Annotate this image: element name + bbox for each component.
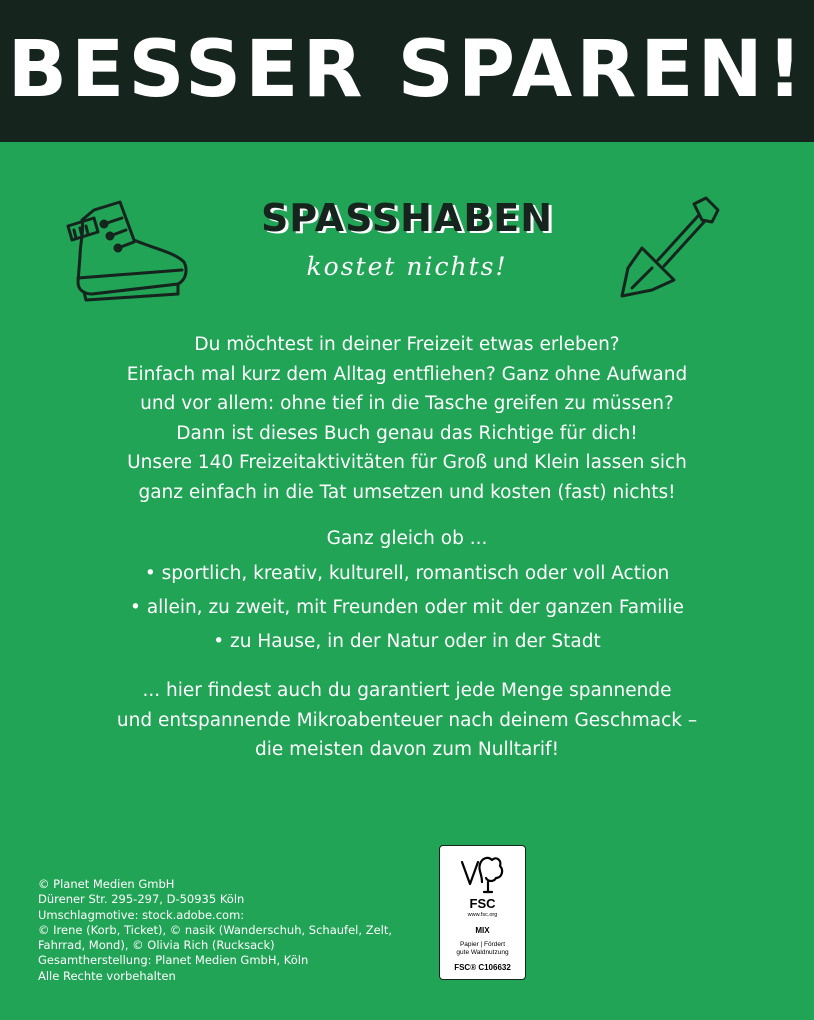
fsc-mix: MIX: [475, 926, 490, 935]
fsc-name: FSC: [469, 896, 496, 911]
imprint: [38, 877, 398, 984]
bullet-list: [60, 557, 754, 659]
intro-paragraph: [60, 330, 754, 507]
list-item: • zu Hause, in der Natur oder in der Stadt: [213, 631, 601, 652]
fsc-label: [439, 845, 526, 980]
imprint-line: Umschlagmotive: stock.adobe.com:: [38, 907, 245, 922]
fsc-tree-icon: [458, 852, 508, 896]
closing-line: ... hier findest auch du garantiert jede Menge spannende: [142, 680, 672, 701]
fsc-paper-line: gute Waldnutzung: [456, 948, 509, 956]
list-item: • allein, zu zweit, mit Freunden oder mit der ganzen Familie: [130, 597, 684, 618]
imprint-line: © Planet Medien GmbH: [38, 877, 175, 891]
fsc-code: FSC® C106632: [454, 963, 511, 972]
fsc-url: www.fsc.org: [467, 912, 498, 918]
imprint-line: Fahrrad, Mond), © Olivia Rich (Rucksack): [38, 938, 275, 953]
intro-line: ganz einfach in die Tat umsetzen und kosten (fast) nichts!: [138, 481, 676, 503]
shovel-icon: [612, 194, 724, 304]
list-lead: Ganz gleich ob ...: [326, 528, 488, 549]
list-item: • sportlich, kreativ, kulturell, romantisch oder voll Action: [144, 563, 670, 584]
imprint-line: © Irene (Korb, Ticket), © nasik (Wanderschuh, Schaufel, Zelt,: [38, 922, 393, 937]
hiking-boot-icon: [62, 196, 190, 306]
feature-headline: SPASSHABEN: [260, 196, 554, 240]
page-title: BESSER SPAREN!: [7, 25, 807, 115]
closing-line: die meisten davon zum Nulltarif!: [255, 739, 559, 760]
feature-subline: kostet nichts!: [306, 252, 508, 281]
intro-line: Dann ist dieses Buch genau das Richtige für dich!: [176, 422, 638, 444]
intro-line: Unsere 140 Freizeitaktivitäten für Groß und Klein lassen sich: [127, 452, 687, 473]
intro-line: Du möchtest in deiner Freizeit etwas erleben?: [194, 334, 620, 355]
fsc-paper: [440, 941, 525, 956]
imprint-line: Dürener Str. 295-297, D-50935 Köln: [38, 892, 245, 907]
closing-line: und entspannende Mikroabenteuer nach deinem Geschmack –: [116, 709, 698, 731]
imprint-line: Gesamtherstellung: Planet Medien GmbH, Köln: [38, 953, 309, 968]
fsc-paper-line: Papier | Fördert: [459, 941, 506, 948]
imprint-line: Alle Rechte vorbehalten: [38, 968, 176, 983]
intro-line: und vor allem: ohne tief in die Tasche greifen zu müssen?: [140, 393, 674, 414]
intro-line: Einfach mal kurz dem Alltag entfliehen? Ganz ohne Aufwand: [126, 363, 688, 385]
closing-paragraph: [60, 676, 754, 765]
